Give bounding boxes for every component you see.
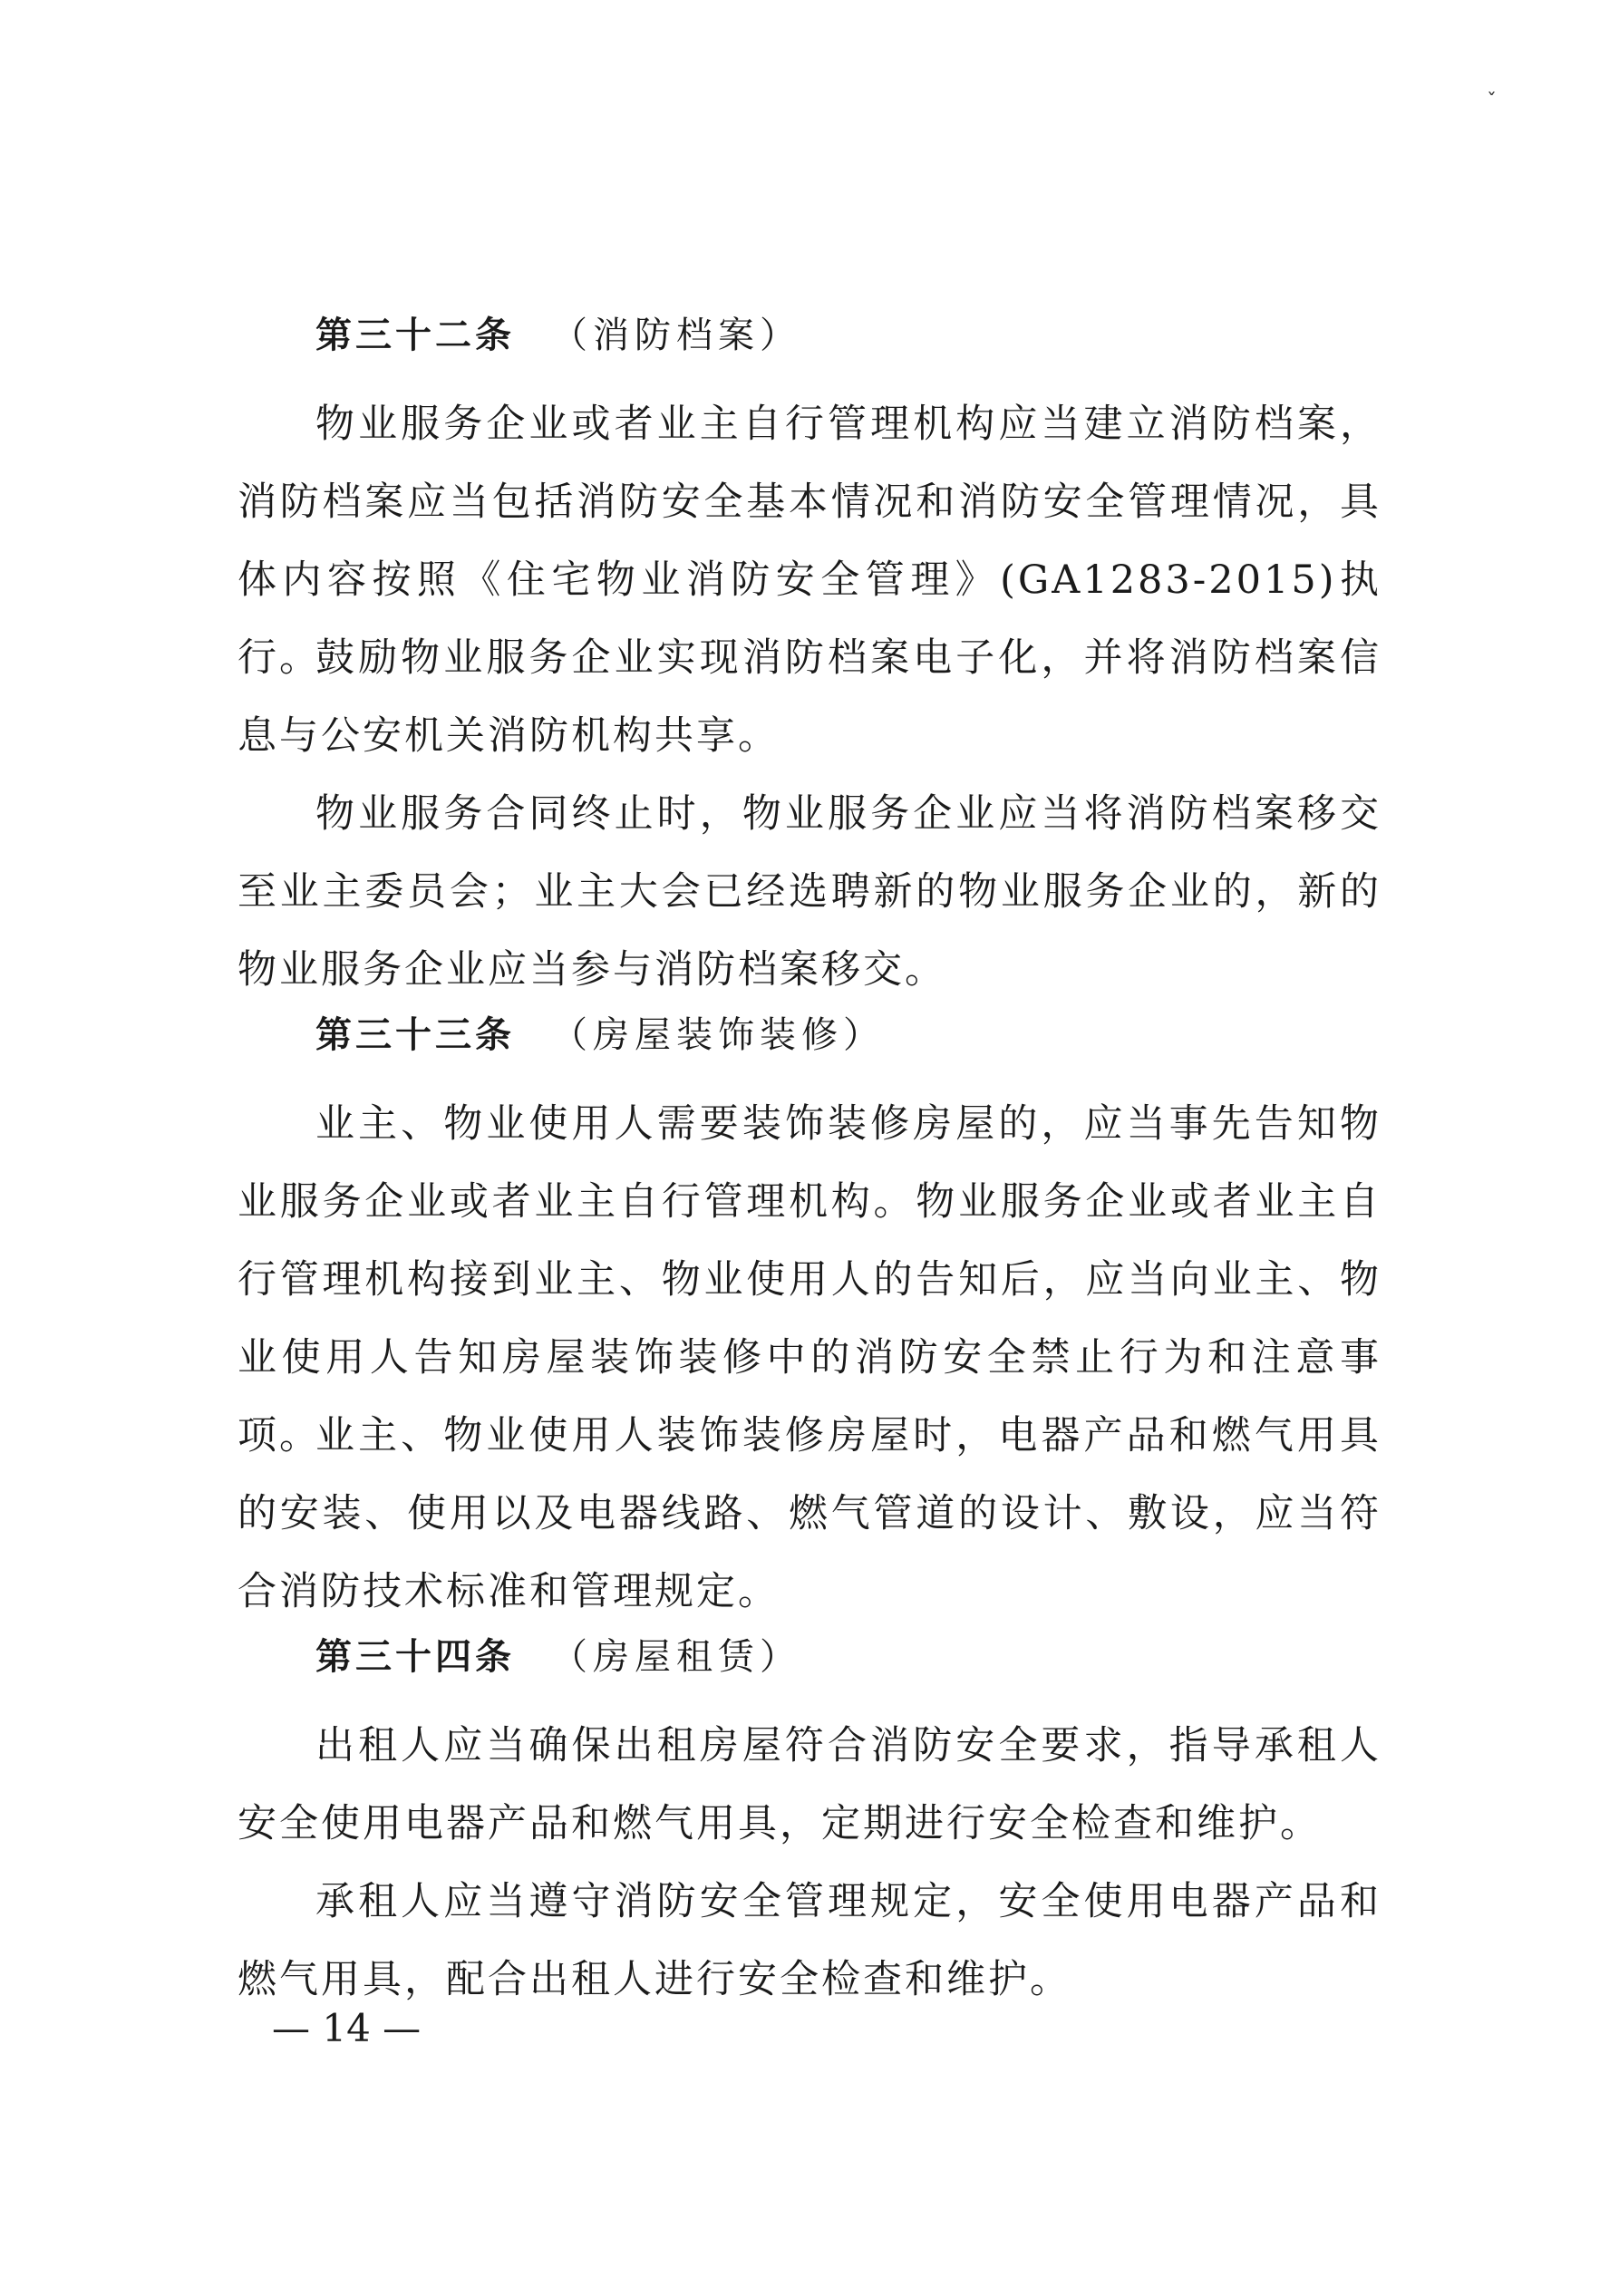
page-number: — 14 —: [272, 2006, 422, 2050]
article-33-paragraph-1: 业主、物业使用人需要装饰装修房屋的，应当事先告知物业服务企业或者业主自行管理机构。物业服务企业或者业主自行管理机构接到业主、物业使用人的告知后，应当向业主、物业使用人告知房屋装饰装修中的消防安全禁止行为和注意事项。: [238, 1101, 1381, 1458]
article-33-heading: [315, 1008, 885, 1062]
article-33-paragraph-2: 业主、物业使用人装饰装修房屋时，电器产品和燃气用具的安装、使用以及电器线路、燃气管道的设计、敷设，应当符合消防技术标准和管理规定。: [238, 1413, 1381, 1614]
article-34-paragraph-2: 承租人应当遵守消防安全管理规定，安全使用电器产品和燃气用具，配合出租人进行安全检查和维护。: [238, 1879, 1381, 2002]
article-32-paragraph-2: 鼓励物业服务企业实现消防档案电子化，并将消防档案信息与公安机关消防机构共享。: [238, 635, 1381, 759]
article-32-paragraph-1: 物业服务企业或者业主自行管理机构应当建立消防档案，消防档案应当包括消防安全基本情况和消防安全管理情况，具体内容按照《住宅物业消防安全管理》(GA1283-2015)执行。: [238, 402, 1381, 681]
article-33-title: 第三十三条: [315, 1014, 515, 1056]
article-34-paragraph-1: 出租人应当确保出租房屋符合消防安全要求，指导承租人安全使用电器产品和燃气用具，定期进行安全检查和维护。: [238, 1723, 1381, 1846]
article-34-subtitle: （房屋租赁）: [551, 1636, 801, 1678]
scan-artifact-mark: ˇ: [1487, 91, 1497, 113]
article-34-heading: [315, 1630, 801, 1684]
article-32-heading: [315, 308, 801, 363]
article-32-subtitle: （消防档案）: [551, 315, 801, 356]
article-32-paragraph-3: 物业服务合同终止时，物业服务企业应当将消防档案移交至业主委员会；业主大会已经选聘新的物业服务企业的，新的物业服务企业应当参与消防档案移交。: [238, 791, 1381, 993]
article-33-subtitle: （房屋装饰装修）: [551, 1014, 885, 1056]
article-34-title: 第三十四条: [315, 1636, 515, 1678]
article-32-title: 第三十二条: [315, 315, 515, 356]
